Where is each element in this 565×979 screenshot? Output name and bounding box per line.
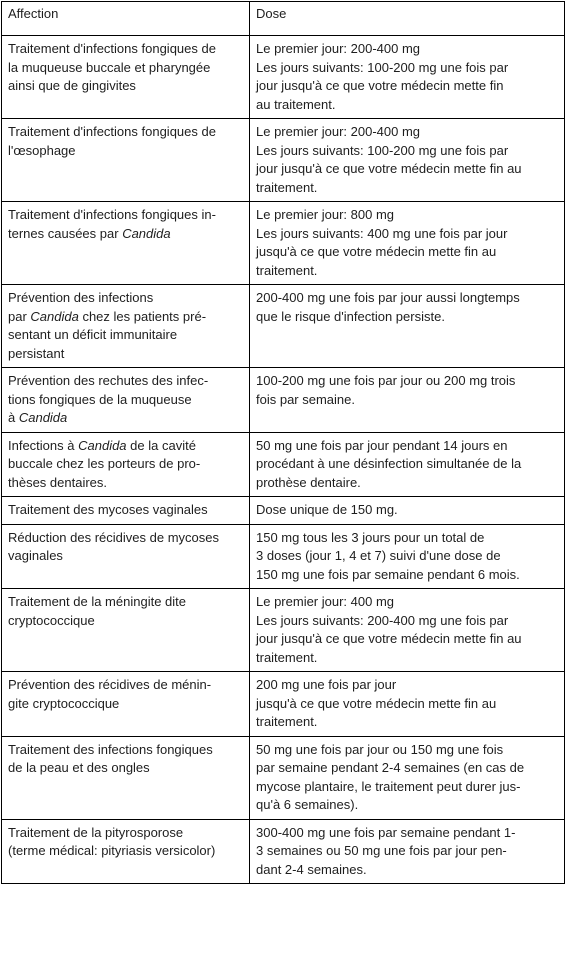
condition-text: gite cryptococcique	[8, 695, 120, 711]
condition-text: buccale chez les porteurs de pro-	[8, 456, 201, 471]
dose-line: Les jours suivants: 200-400 mg une fois par	[256, 612, 509, 628]
condition-text: Traitement de la méningite dite	[8, 594, 187, 609]
table-row	[2, 672, 565, 737]
table-row	[2, 524, 565, 589]
table-row	[2, 819, 565, 884]
dose-cell	[250, 285, 565, 368]
condition-line	[8, 391, 242, 410]
dose-line: 150 mg tous les 3 jours pour un total de	[256, 529, 485, 545]
condition-line	[8, 59, 242, 78]
condition-line	[8, 529, 242, 548]
condition-line	[8, 225, 242, 244]
dose-line: 200 mg une fois par jour	[256, 677, 397, 692]
dose-line: au traitement.	[256, 96, 336, 112]
table-row	[2, 36, 565, 119]
dose-line: Le premier jour: 200-400 mg	[256, 41, 421, 56]
condition-cell	[2, 36, 250, 119]
dose-line: que le risque d'infection persiste.	[256, 308, 445, 324]
condition-cell	[2, 432, 250, 497]
dose-cell	[250, 497, 565, 525]
organism-name: Candida	[30, 308, 79, 324]
table-row	[2, 432, 565, 497]
dose-line: jusqu'à ce que votre médecin mette fin au	[256, 244, 497, 259]
condition-text: Traitement d'infections fongiques in-	[8, 207, 216, 222]
condition-cell	[2, 202, 250, 285]
dose-cell	[250, 819, 565, 884]
condition-cell	[2, 368, 250, 433]
condition-cell	[2, 589, 250, 672]
condition-line	[8, 474, 242, 493]
dose-line: Dose unique de 150 mg.	[256, 502, 398, 517]
dose-line: procédant à une désinfection simultanée de la	[256, 456, 522, 471]
dose-line: Les jours suivants: 100-200 mg une fois par	[256, 142, 509, 158]
condition-text: ternes causées par	[8, 225, 123, 241]
condition-line	[8, 741, 242, 760]
condition-line	[8, 123, 242, 142]
dose-line: 3 semaines ou 50 mg une fois par jour pen-	[256, 843, 507, 858]
dose-line: jusqu'à ce que votre médecin mette fin au	[256, 695, 497, 711]
dosage-table	[1, 1, 565, 884]
dose-line: fois par semaine.	[256, 391, 355, 407]
condition-line	[8, 308, 242, 327]
header-condition: Affection	[2, 2, 250, 36]
dose-line: 300-400 mg une fois par semaine pendant 1-	[256, 824, 516, 840]
dose-line: traitement.	[256, 714, 318, 729]
dose-line: 3 doses (jour 1, 4 et 7) suivi d'une dose de	[256, 548, 501, 563]
condition-text: la muqueuse buccale et pharyngée	[8, 59, 211, 75]
condition-cell	[2, 119, 250, 202]
header-dose: Dose	[250, 2, 565, 36]
condition-line	[8, 142, 242, 161]
dose-line: 50 mg une fois par jour pendant 14 jours en	[256, 437, 508, 453]
condition-text: l'œsophage	[8, 142, 76, 158]
dose-line: qu'à 6 semaines).	[256, 797, 359, 812]
dose-line: Les jours suivants: 100-200 mg une fois par	[256, 59, 509, 75]
condition-cell	[2, 497, 250, 525]
dose-cell	[250, 736, 565, 819]
condition-text: de la peau et des ongles	[8, 760, 150, 775]
condition-text: Réduction des récidives de mycoses	[8, 529, 219, 545]
condition-line	[8, 612, 242, 631]
condition-line	[8, 345, 242, 364]
condition-text: Prévention des rechutes des infec-	[8, 373, 209, 388]
table-row	[2, 368, 565, 433]
condition-line	[8, 501, 242, 520]
condition-text: cryptococcique	[8, 612, 95, 628]
condition-text: Infections à	[8, 437, 79, 453]
table-row	[2, 497, 565, 525]
header-row	[2, 2, 565, 36]
dose-line: 50 mg une fois par jour ou 150 mg une fois	[256, 741, 504, 757]
dose-line: traitement.	[256, 649, 318, 665]
table-row	[2, 285, 565, 368]
condition-line	[8, 593, 242, 612]
condition-text: par	[8, 308, 31, 324]
dose-line: Le premier jour: 400 mg	[256, 594, 395, 609]
dose-cell	[250, 672, 565, 737]
condition-text: Traitement d'infections fongiques de	[8, 41, 216, 56]
condition-line	[8, 206, 242, 225]
condition-text: ainsi que de gingivites	[8, 78, 136, 93]
organism-name: Candida	[18, 410, 68, 425]
condition-text: Prévention des récidives de ménin-	[8, 677, 212, 692]
dose-line: Les jours suivants: 400 mg une fois par jour	[256, 225, 508, 241]
dose-line: Le premier jour: 800 mg	[256, 207, 395, 222]
condition-cell	[2, 672, 250, 737]
dose-cell	[250, 119, 565, 202]
condition-text: tions fongiques de la muqueuse	[8, 391, 192, 407]
condition-line	[8, 437, 242, 456]
condition-line	[8, 455, 242, 474]
dose-line: traitement.	[256, 262, 318, 278]
condition-text: vaginales	[8, 548, 63, 563]
dose-line: 100-200 mg une fois par jour ou 200 mg trois	[256, 373, 516, 388]
dose-line: jour jusqu'à ce que votre médecin mette fin au	[256, 631, 522, 646]
dose-cell	[250, 368, 565, 433]
condition-line	[8, 372, 242, 391]
table-row	[2, 736, 565, 819]
condition-line	[8, 547, 242, 566]
condition-text: thèses dentaires.	[8, 474, 108, 490]
dose-cell	[250, 36, 565, 119]
dose-line: mycose plantaire, le traitement peut durer jus-	[256, 778, 521, 794]
condition-line	[8, 77, 242, 96]
dose-cell	[250, 202, 565, 285]
dose-line: Le premier jour: 200-400 mg	[256, 124, 421, 139]
dose-line: dant 2-4 semaines.	[256, 861, 367, 877]
table-body	[2, 36, 565, 884]
condition-text: de la cavité	[126, 437, 196, 453]
dose-line: 150 mg une fois par semaine pendant 6 mois.	[256, 566, 520, 582]
organism-name: Candida	[78, 437, 127, 453]
organism-name: Candida	[122, 225, 171, 241]
dose-line: jour jusqu'à ce que votre médecin mette fin	[256, 78, 504, 93]
condition-line	[8, 842, 242, 861]
dose-line: prothèse dentaire.	[256, 474, 361, 490]
table-row	[2, 589, 565, 672]
condition-line	[8, 326, 242, 345]
dose-line: traitement.	[256, 179, 318, 195]
condition-cell	[2, 285, 250, 368]
dose-line: jour jusqu'à ce que votre médecin mette fin au	[256, 161, 522, 176]
condition-text: Traitement de la pityrosporose	[8, 824, 184, 840]
condition-cell	[2, 736, 250, 819]
table-row	[2, 202, 565, 285]
condition-line	[8, 289, 242, 308]
condition-text: Traitement d'infections fongiques de	[8, 124, 216, 139]
condition-line	[8, 40, 242, 59]
condition-text: Traitement des mycoses vaginales	[8, 502, 208, 517]
dose-cell	[250, 524, 565, 589]
condition-line	[8, 759, 242, 778]
condition-cell	[2, 819, 250, 884]
condition-text: Prévention des infections	[8, 290, 154, 305]
dose-cell	[250, 432, 565, 497]
condition-text: (terme médical: pityriasis versicolor)	[8, 843, 216, 858]
dose-line: 200-400 mg une fois par jour aussi longtemps	[256, 290, 520, 305]
condition-text: chez les patients pré-	[78, 308, 207, 324]
condition-text: Traitement des infections fongiques	[8, 741, 213, 757]
condition-line	[8, 824, 242, 843]
condition-line	[8, 409, 242, 428]
condition-text: persistant	[8, 345, 65, 361]
condition-text: à	[8, 410, 19, 425]
dose-cell	[250, 589, 565, 672]
condition-cell	[2, 524, 250, 589]
dose-line: par semaine pendant 2-4 semaines (en cas de	[256, 760, 525, 775]
table-row	[2, 119, 565, 202]
condition-line	[8, 676, 242, 695]
condition-text: sentant un déficit immunitaire	[8, 327, 178, 342]
condition-line	[8, 695, 242, 714]
